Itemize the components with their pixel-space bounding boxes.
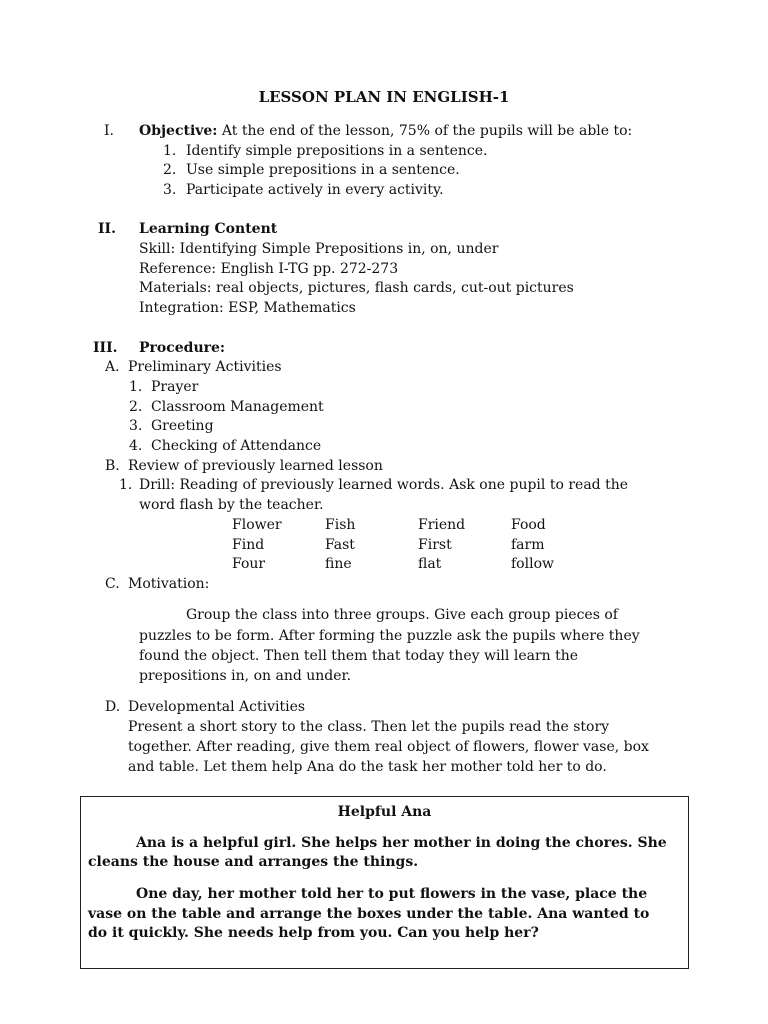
word-cell: Fish	[325, 517, 356, 533]
subsection-heading: Developmental Activities	[128, 699, 306, 715]
story-line: One day, her mother told her to put flowers in the vase, place the	[136, 886, 648, 902]
page-title: LESSON PLAN IN ENGLISH-1	[258, 88, 510, 106]
paragraph-line: puzzles to be form. After forming the puzzle ask the pupils where they	[139, 628, 640, 644]
word-cell: Fast	[325, 537, 355, 553]
content-line: Skill: Identifying Simple Prepositions in, on, under	[139, 241, 499, 257]
objective-line	[139, 121, 632, 141]
paragraph-line: found the object. Then tell them that today they will learn the	[139, 648, 579, 664]
word-cell: fine	[325, 556, 352, 572]
story-line: Ana is a helpful girl. She helps her mother in doing the chores. She	[136, 835, 667, 851]
content-label: Learning Content	[139, 221, 278, 237]
word-cell: First	[418, 537, 452, 553]
paragraph-line: Group the class into three groups. Give each group pieces of	[186, 607, 618, 623]
story-line: vase on the table and arrange the boxes under the table. Ana wanted to	[88, 906, 650, 922]
subsection-letter: D.	[105, 699, 121, 715]
paragraph-line: Present a short story to the class. Then let the pupils read the story	[128, 719, 610, 735]
list-num: 3.	[129, 418, 143, 434]
objective-label: Objective:	[139, 123, 218, 139]
subsection-heading: Motivation:	[128, 576, 210, 592]
subsection-heading: Preliminary Activities	[128, 359, 282, 375]
content-line: Reference: English I-TG pp. 272-273	[139, 261, 399, 277]
story-line: cleans the house and arranges the things.	[88, 854, 419, 870]
paragraph-line: prepositions in, on and under.	[139, 668, 352, 684]
objective-item-num: 1.	[163, 143, 177, 159]
paragraph-line: and table. Let them help Ana do the task her mother told her to do.	[128, 759, 607, 775]
list-num: 4.	[129, 438, 143, 454]
word-cell: farm	[511, 537, 545, 553]
story-title: Helpful Ana	[337, 804, 432, 820]
list-item: Prayer	[151, 379, 199, 395]
content-line: Materials: real objects, pictures, flash cards, cut-out pictures	[139, 280, 574, 296]
section-numeral-objective: I.	[104, 123, 114, 139]
word-cell: Find	[232, 537, 265, 553]
word-cell: flat	[418, 556, 442, 572]
subsection-letter: C.	[105, 576, 120, 592]
section-numeral-procedure: III.	[93, 340, 118, 356]
story-line: do it quickly. She needs help from you. Can you help her?	[88, 925, 539, 941]
list-item: Classroom Management	[151, 399, 324, 415]
objective-item: Participate actively in every activity.	[186, 182, 444, 198]
list-num: 1.	[119, 477, 133, 493]
list-item: Checking of Attendance	[151, 438, 322, 454]
story-box	[80, 796, 689, 969]
word-cell: Friend	[418, 517, 466, 533]
word-cell: Flower	[232, 517, 282, 533]
subsection-heading: Review of previously learned lesson	[128, 458, 383, 474]
objective-item-num: 2.	[163, 162, 177, 178]
list-item: Greeting	[151, 418, 214, 434]
objective-item: Use simple prepositions in a sentence.	[186, 162, 460, 178]
content-line: Integration: ESP, Mathematics	[139, 300, 356, 316]
subsection-letter: B.	[105, 458, 120, 474]
drill-line: word flash by the teacher.	[139, 497, 324, 513]
objective-item-num: 3.	[163, 182, 177, 198]
paragraph-line: together. After reading, give them real object of flowers, flower vase, box	[128, 739, 649, 755]
procedure-label: Procedure:	[139, 340, 226, 356]
list-num: 1.	[129, 379, 143, 395]
word-cell: follow	[511, 556, 554, 572]
objective-text: At the end of the lesson, 75% of the pupils will be able to:	[217, 123, 633, 139]
drill-line: Drill: Reading of previously learned words. Ask one pupil to read the	[139, 477, 629, 493]
objective-item: Identify simple prepositions in a sentence.	[186, 143, 488, 159]
subsection-letter: A.	[105, 359, 120, 375]
word-cell: Four	[232, 556, 266, 572]
word-cell: Food	[511, 517, 546, 533]
list-num: 2.	[129, 399, 143, 415]
section-numeral-content: II.	[98, 221, 116, 237]
